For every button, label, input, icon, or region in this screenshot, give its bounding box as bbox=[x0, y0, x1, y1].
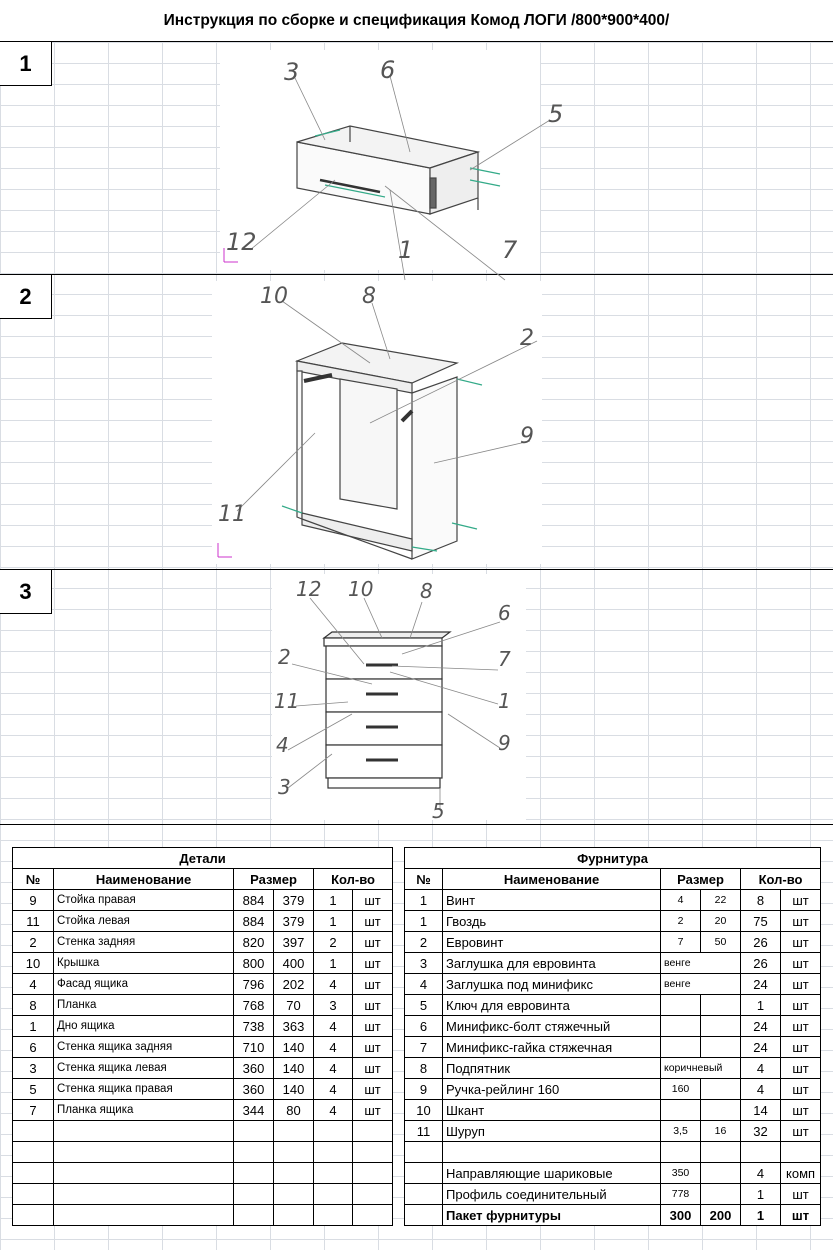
hardware-size-1: 300 bbox=[661, 1205, 701, 1226]
hardware-unit: шт bbox=[781, 1121, 821, 1142]
empty-cell bbox=[353, 1184, 393, 1205]
empty-cell bbox=[274, 1142, 314, 1163]
detail-name: Планка ящика bbox=[54, 1100, 234, 1121]
hardware-size-1 bbox=[661, 995, 701, 1016]
detail-size-2: 70 bbox=[274, 995, 314, 1016]
hardware-size-1: 2 bbox=[661, 911, 701, 932]
hardware-quantity bbox=[741, 1142, 781, 1163]
specification-tables bbox=[0, 825, 833, 1250]
hardware-size-1: венге bbox=[661, 953, 741, 974]
hardware-size-1 bbox=[661, 1016, 701, 1037]
hardware-name: Шкант bbox=[443, 1100, 661, 1121]
hardware-name: Профиль соединительный bbox=[443, 1184, 661, 1205]
table-row bbox=[13, 953, 393, 974]
details-title: Детали bbox=[13, 848, 393, 869]
document-title bbox=[0, 0, 833, 42]
hardware-number bbox=[405, 1142, 443, 1163]
callout-11: 11 bbox=[218, 502, 246, 527]
table-row bbox=[13, 1037, 393, 1058]
detail-name: Стенка ящика правая bbox=[54, 1079, 234, 1100]
detail-number: 5 bbox=[13, 1079, 54, 1100]
hardware-size-2 bbox=[701, 1184, 741, 1205]
empty-cell bbox=[314, 1121, 353, 1142]
table-row bbox=[405, 1016, 821, 1037]
hardware-quantity: 24 bbox=[741, 1037, 781, 1058]
callout-2: 2 bbox=[278, 645, 291, 669]
detail-size-1: 884 bbox=[234, 890, 274, 911]
empty-row bbox=[13, 1163, 393, 1184]
finished-chest-drawing bbox=[272, 574, 526, 823]
detail-size-1: 796 bbox=[234, 974, 274, 995]
hardware-name: Направляющие шариковые bbox=[443, 1163, 661, 1184]
detail-size-1: 800 bbox=[234, 953, 274, 974]
hardware-number bbox=[405, 1163, 443, 1184]
detail-size-2: 202 bbox=[274, 974, 314, 995]
callout-12: 12 bbox=[296, 577, 322, 601]
hardware-size-2: 200 bbox=[701, 1205, 741, 1226]
table-row bbox=[13, 911, 393, 932]
hardware-number: 6 bbox=[405, 1016, 443, 1037]
hardware-quantity: 24 bbox=[741, 974, 781, 995]
hardware-number: 10 bbox=[405, 1100, 443, 1121]
table-row bbox=[13, 995, 393, 1016]
table-row bbox=[405, 1079, 821, 1100]
detail-unit: шт bbox=[353, 1037, 393, 1058]
empty-cell bbox=[274, 1184, 314, 1205]
hardware-size-1: 160 bbox=[661, 1079, 701, 1100]
table-row bbox=[13, 1079, 393, 1100]
detail-unit: шт bbox=[353, 1100, 393, 1121]
hardware-unit: шт bbox=[781, 1016, 821, 1037]
drawer-assembly-drawing bbox=[220, 50, 564, 270]
detail-number: 6 bbox=[13, 1037, 54, 1058]
detail-size-2: 379 bbox=[274, 911, 314, 932]
callout-4: 4 bbox=[276, 733, 289, 757]
callout-7: 7 bbox=[498, 647, 511, 671]
table-row bbox=[405, 1100, 821, 1121]
hardware-table bbox=[404, 847, 821, 1226]
detail-number: 10 bbox=[13, 953, 54, 974]
hardware-size-2 bbox=[701, 1037, 741, 1058]
empty-cell bbox=[314, 1205, 353, 1226]
empty-row bbox=[13, 1205, 393, 1226]
detail-quantity: 1 bbox=[314, 953, 353, 974]
details-header-no: № bbox=[13, 869, 54, 890]
hardware-quantity: 4 bbox=[741, 1163, 781, 1184]
hardware-name: Подпятник bbox=[443, 1058, 661, 1079]
hardware-number: 11 bbox=[405, 1121, 443, 1142]
hardware-number: 4 bbox=[405, 974, 443, 995]
empty-cell bbox=[274, 1163, 314, 1184]
empty-row bbox=[13, 1184, 393, 1205]
hardware-name: Минификс-гайка стяжечная bbox=[443, 1037, 661, 1058]
finished-chest-svg bbox=[272, 574, 526, 823]
hardware-size-2 bbox=[701, 1016, 741, 1037]
hardware-number: 5 bbox=[405, 995, 443, 1016]
detail-size-2: 363 bbox=[274, 1016, 314, 1037]
empty-cell bbox=[13, 1184, 54, 1205]
empty-cell bbox=[54, 1121, 234, 1142]
empty-cell bbox=[314, 1163, 353, 1184]
hardware-quantity: 26 bbox=[741, 953, 781, 974]
hardware-name: Винт bbox=[443, 890, 661, 911]
hardware-size-1: 778 bbox=[661, 1184, 701, 1205]
empty-cell bbox=[353, 1142, 393, 1163]
hardware-size-1 bbox=[661, 1037, 701, 1058]
hardware-quantity: 14 bbox=[741, 1100, 781, 1121]
callout-3: 3 bbox=[278, 775, 291, 799]
table-row bbox=[405, 974, 821, 995]
detail-name: Стойка левая bbox=[54, 911, 234, 932]
hardware-unit: шт bbox=[781, 1058, 821, 1079]
detail-quantity: 1 bbox=[314, 890, 353, 911]
table-row bbox=[405, 1121, 821, 1142]
detail-size-2: 400 bbox=[274, 953, 314, 974]
hardware-quantity: 1 bbox=[741, 1184, 781, 1205]
carcass-assembly-svg bbox=[212, 281, 542, 564]
empty-cell bbox=[234, 1163, 274, 1184]
detail-number: 11 bbox=[13, 911, 54, 932]
detail-size-1: 710 bbox=[234, 1037, 274, 1058]
hardware-number: 8 bbox=[405, 1058, 443, 1079]
step-1-section bbox=[0, 42, 833, 275]
hardware-name: Евровинт bbox=[443, 932, 661, 953]
detail-unit: шт bbox=[353, 911, 393, 932]
table-row bbox=[405, 1184, 821, 1205]
hardware-number: 2 bbox=[405, 932, 443, 953]
step-1-number: 1 bbox=[0, 42, 52, 86]
hardware-size-2: 50 bbox=[701, 932, 741, 953]
hardware-name: Заглушка для евровинта bbox=[443, 953, 661, 974]
callout-6: 6 bbox=[380, 56, 396, 84]
detail-quantity: 4 bbox=[314, 1100, 353, 1121]
empty-cell bbox=[13, 1121, 54, 1142]
empty-row bbox=[13, 1142, 393, 1163]
empty-cell bbox=[274, 1205, 314, 1226]
hardware-unit: шт bbox=[781, 953, 821, 974]
hardware-size-2: 22 bbox=[701, 890, 741, 911]
hardware-quantity: 75 bbox=[741, 911, 781, 932]
hardware-size-1: коричневый bbox=[661, 1058, 741, 1079]
detail-quantity: 4 bbox=[314, 1037, 353, 1058]
table-row bbox=[13, 890, 393, 911]
step-2-number: 2 bbox=[0, 275, 52, 319]
step-3-number: 3 bbox=[0, 570, 52, 614]
table-row bbox=[405, 1037, 821, 1058]
detail-name: Стенка задняя bbox=[54, 932, 234, 953]
detail-number: 2 bbox=[13, 932, 54, 953]
empty-cell bbox=[13, 1205, 54, 1226]
empty-cell bbox=[353, 1121, 393, 1142]
details-header-size: Размер bbox=[234, 869, 314, 890]
hardware-unit: шт bbox=[781, 1184, 821, 1205]
hardware-quantity: 32 bbox=[741, 1121, 781, 1142]
detail-size-1: 884 bbox=[234, 911, 274, 932]
detail-size-1: 738 bbox=[234, 1016, 274, 1037]
detail-number: 8 bbox=[13, 995, 54, 1016]
drawer-assembly-svg bbox=[220, 50, 564, 270]
detail-size-2: 140 bbox=[274, 1037, 314, 1058]
detail-size-1: 768 bbox=[234, 995, 274, 1016]
detail-unit: шт bbox=[353, 932, 393, 953]
callout-6: 6 bbox=[498, 601, 511, 625]
callout-10: 10 bbox=[348, 577, 374, 601]
callout-9: 9 bbox=[520, 424, 534, 449]
empty-cell bbox=[353, 1205, 393, 1226]
hardware-name bbox=[443, 1142, 661, 1163]
hardware-name: Пакет фурнитуры bbox=[443, 1205, 661, 1226]
hardware-name: Гвоздь bbox=[443, 911, 661, 932]
table-row bbox=[13, 1016, 393, 1037]
carcass-assembly-drawing bbox=[212, 281, 542, 564]
hardware-name: Заглушка под минификс bbox=[443, 974, 661, 995]
detail-unit: шт bbox=[353, 995, 393, 1016]
hardware-quantity: 8 bbox=[741, 890, 781, 911]
detail-size-1: 344 bbox=[234, 1100, 274, 1121]
hardware-size-1: 350 bbox=[661, 1163, 701, 1184]
detail-size-1: 360 bbox=[234, 1058, 274, 1079]
hardware-header-name: Наименование bbox=[443, 869, 661, 890]
hardware-size-2: 16 bbox=[701, 1121, 741, 1142]
empty-cell bbox=[54, 1142, 234, 1163]
hardware-unit: шт bbox=[781, 1205, 821, 1226]
callout-11: 11 bbox=[274, 689, 300, 713]
callout-8: 8 bbox=[362, 284, 376, 309]
hardware-header-size: Размер bbox=[661, 869, 741, 890]
hardware-size-1: 3,5 bbox=[661, 1121, 701, 1142]
detail-quantity: 3 bbox=[314, 995, 353, 1016]
table-row bbox=[405, 890, 821, 911]
detail-name: Крышка bbox=[54, 953, 234, 974]
hardware-unit: шт bbox=[781, 1037, 821, 1058]
hardware-unit: шт bbox=[781, 911, 821, 932]
detail-quantity: 4 bbox=[314, 1079, 353, 1100]
empty-cell bbox=[54, 1205, 234, 1226]
hardware-size-2 bbox=[701, 1142, 741, 1163]
hardware-header-no: № bbox=[405, 869, 443, 890]
table-row bbox=[405, 1163, 821, 1184]
table-row bbox=[13, 932, 393, 953]
hardware-unit: шт bbox=[781, 890, 821, 911]
detail-number: 7 bbox=[13, 1100, 54, 1121]
table-row bbox=[405, 911, 821, 932]
detail-size-2: 140 bbox=[274, 1079, 314, 1100]
callout-5: 5 bbox=[548, 100, 564, 128]
detail-number: 4 bbox=[13, 974, 54, 995]
callout-10: 10 bbox=[260, 284, 288, 309]
detail-unit: шт bbox=[353, 1016, 393, 1037]
hardware-size-1: венге bbox=[661, 974, 741, 995]
callout-2: 2 bbox=[520, 326, 534, 351]
hardware-size-1 bbox=[661, 1142, 701, 1163]
detail-unit: шт bbox=[353, 890, 393, 911]
detail-number: 3 bbox=[13, 1058, 54, 1079]
table-row bbox=[405, 1142, 821, 1163]
detail-size-2: 140 bbox=[274, 1058, 314, 1079]
table-row bbox=[13, 1058, 393, 1079]
empty-cell bbox=[314, 1142, 353, 1163]
detail-number: 9 bbox=[13, 890, 54, 911]
hardware-size-2 bbox=[701, 1100, 741, 1121]
detail-quantity: 1 bbox=[314, 911, 353, 932]
table-row bbox=[405, 932, 821, 953]
table-row bbox=[13, 1100, 393, 1121]
step-3-section bbox=[0, 570, 833, 825]
detail-name: Дно ящика bbox=[54, 1016, 234, 1037]
detail-size-2: 379 bbox=[274, 890, 314, 911]
detail-name: Стойка правая bbox=[54, 890, 234, 911]
hardware-quantity: 26 bbox=[741, 932, 781, 953]
table-row bbox=[405, 1205, 821, 1226]
detail-number: 1 bbox=[13, 1016, 54, 1037]
hardware-unit: шт bbox=[781, 932, 821, 953]
hardware-number: 1 bbox=[405, 890, 443, 911]
hardware-number: 9 bbox=[405, 1079, 443, 1100]
hardware-name: Минификс-болт стяжечный bbox=[443, 1016, 661, 1037]
callout-7: 7 bbox=[502, 236, 518, 264]
hardware-number: 3 bbox=[405, 953, 443, 974]
detail-quantity: 4 bbox=[314, 974, 353, 995]
table-row bbox=[405, 1058, 821, 1079]
hardware-unit: шт bbox=[781, 974, 821, 995]
detail-quantity: 4 bbox=[314, 1016, 353, 1037]
callout-1: 1 bbox=[398, 236, 414, 264]
table-row bbox=[405, 953, 821, 974]
hardware-quantity: 1 bbox=[741, 995, 781, 1016]
details-body bbox=[13, 890, 393, 1226]
hardware-number bbox=[405, 1205, 443, 1226]
callout-5: 5 bbox=[432, 799, 445, 823]
detail-unit: шт bbox=[353, 1058, 393, 1079]
detail-size-2: 80 bbox=[274, 1100, 314, 1121]
empty-cell bbox=[234, 1184, 274, 1205]
empty-cell bbox=[353, 1163, 393, 1184]
detail-quantity: 4 bbox=[314, 1058, 353, 1079]
empty-cell bbox=[13, 1163, 54, 1184]
document-title-text: Инструкция по сборке и спецификация Комод ЛОГИ /800*900*400/ bbox=[163, 11, 670, 29]
detail-size-1: 820 bbox=[234, 932, 274, 953]
callout-3: 3 bbox=[284, 58, 300, 86]
empty-cell bbox=[234, 1205, 274, 1226]
hardware-size-1: 4 bbox=[661, 890, 701, 911]
hardware-unit: шт bbox=[781, 1100, 821, 1121]
detail-name: Стенка ящика левая bbox=[54, 1058, 234, 1079]
details-table bbox=[12, 847, 393, 1226]
hardware-name: Шуруп bbox=[443, 1121, 661, 1142]
empty-row bbox=[13, 1121, 393, 1142]
empty-cell bbox=[274, 1121, 314, 1142]
hardware-quantity: 4 bbox=[741, 1058, 781, 1079]
detail-name: Фасад ящика bbox=[54, 974, 234, 995]
hardware-size-1: 7 bbox=[661, 932, 701, 953]
hardware-quantity: 4 bbox=[741, 1079, 781, 1100]
hardware-unit bbox=[781, 1142, 821, 1163]
table-row bbox=[13, 974, 393, 995]
hardware-title: Фурнитура bbox=[405, 848, 821, 869]
callout-12: 12 bbox=[226, 228, 257, 256]
hardware-unit: комп bbox=[781, 1163, 821, 1184]
detail-name: Стенка ящика задняя bbox=[54, 1037, 234, 1058]
hardware-unit: шт bbox=[781, 995, 821, 1016]
callout-1: 1 bbox=[498, 689, 511, 713]
step-2-section bbox=[0, 275, 833, 570]
callout-8: 8 bbox=[420, 579, 433, 603]
hardware-body bbox=[405, 890, 821, 1226]
hardware-unit: шт bbox=[781, 1079, 821, 1100]
details-header-qty: Кол-во bbox=[314, 869, 393, 890]
details-header-name: Наименование bbox=[54, 869, 234, 890]
hardware-name: Ручка-рейлинг 160 bbox=[443, 1079, 661, 1100]
hardware-number: 7 bbox=[405, 1037, 443, 1058]
empty-cell bbox=[234, 1121, 274, 1142]
empty-cell bbox=[314, 1184, 353, 1205]
hardware-name: Ключ для евровинта bbox=[443, 995, 661, 1016]
empty-cell bbox=[54, 1163, 234, 1184]
hardware-size-2 bbox=[701, 995, 741, 1016]
detail-name: Планка bbox=[54, 995, 234, 1016]
table-row bbox=[405, 995, 821, 1016]
detail-size-1: 360 bbox=[234, 1079, 274, 1100]
hardware-number: 1 bbox=[405, 911, 443, 932]
hardware-size-2 bbox=[701, 1163, 741, 1184]
detail-unit: шт bbox=[353, 953, 393, 974]
empty-cell bbox=[54, 1184, 234, 1205]
hardware-size-1 bbox=[661, 1100, 701, 1121]
callout-9: 9 bbox=[498, 731, 511, 755]
detail-size-2: 397 bbox=[274, 932, 314, 953]
hardware-quantity: 1 bbox=[741, 1205, 781, 1226]
hardware-header-qty: Кол-во bbox=[741, 869, 821, 890]
detail-quantity: 2 bbox=[314, 932, 353, 953]
empty-cell bbox=[234, 1142, 274, 1163]
hardware-number bbox=[405, 1184, 443, 1205]
empty-cell bbox=[13, 1142, 54, 1163]
detail-unit: шт bbox=[353, 1079, 393, 1100]
hardware-quantity: 24 bbox=[741, 1016, 781, 1037]
hardware-size-2 bbox=[701, 1079, 741, 1100]
hardware-size-2: 20 bbox=[701, 911, 741, 932]
detail-unit: шт bbox=[353, 974, 393, 995]
